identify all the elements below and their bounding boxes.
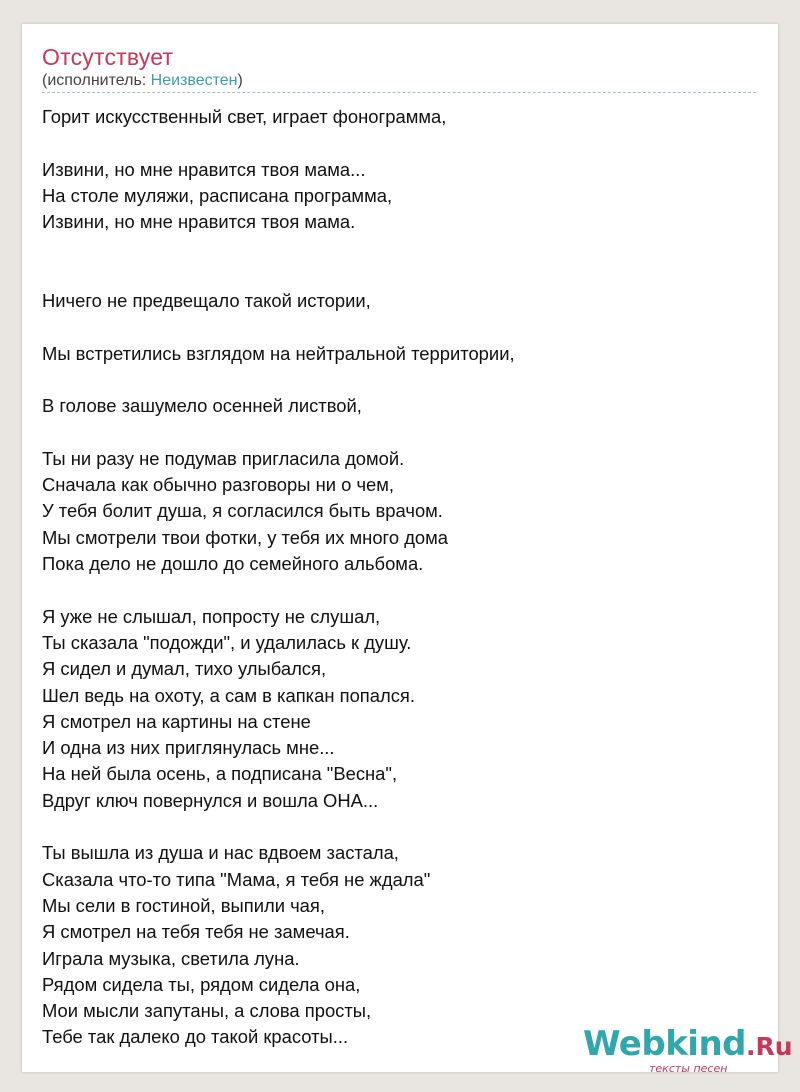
lyric-line: Ты ни разу не подумав пригласила домой.: [42, 447, 405, 469]
lyric-line: Ты вышла из душа и нас вдвоем застала,: [42, 842, 399, 864]
lyric-line: Мы смотрели твои фотки, у тебя их много дома: [42, 526, 449, 548]
song-title: Отсутствует: [42, 44, 174, 70]
byline-suffix: ): [237, 72, 243, 89]
lyric-line: На столе муляжи, расписана программа,: [42, 184, 393, 206]
lyric-line: Горит искусственный свет, играет фонограмма,: [42, 106, 447, 127]
logo-tagline: тексты песен: [649, 1062, 728, 1075]
lyric-line: Вдруг ключ повернулся и вошла ОНА...: [42, 789, 379, 811]
stanza-gap: [42, 577, 742, 603]
lyric-line: Я смотрел на тебя тебя не замечая.: [42, 921, 350, 943]
lyric-line: Ничего не предвещало такой истории,: [42, 290, 371, 312]
lyric-line: Мы сели в гостиной, выпили чая,: [42, 894, 325, 916]
lyric-line: Шел ведь на охоту, а сам в капкан попался.: [42, 684, 415, 706]
dashed-divider: [42, 92, 756, 93]
lyric-line: Я уже не слышал, попросту не слушал,: [42, 605, 381, 627]
byline-prefix: (исполнитель:: [42, 72, 151, 89]
stanza-gap: [42, 235, 742, 261]
lyric-line: Пока дело не дошло до семейного альбома.: [42, 553, 424, 575]
stanza-gap: [42, 420, 742, 446]
lyric-line: Сначала как обычно разговоры ни о чем,: [42, 474, 395, 496]
lyric-line: Тебе так далеко до такой красоты...: [42, 1026, 349, 1048]
lyric-line: Извини, но мне нравится твоя мама...: [42, 158, 366, 180]
lyric-line: Сказала что-то типа "Мама, я тебя не ждала": [42, 868, 431, 890]
lyric-line: На ней была осень, а подписана "Весна",: [42, 763, 398, 785]
artist-link[interactable]: Неизвестен: [150, 72, 238, 89]
lyric-line: Я смотрел на картины на стене: [42, 710, 311, 732]
stanza-gap: [42, 367, 742, 393]
lyric-line: Играла музыка, светила луна.: [42, 947, 300, 969]
lyric-line: Мы встретились взглядом на нейтральной территории,: [42, 342, 515, 364]
lyric-line: Рядом сидела ты, рядом сидела она,: [42, 973, 361, 995]
lyric-line: В голове зашумело осенней листвой,: [42, 395, 362, 417]
lyric-line: И одна из них приглянулась мне...: [42, 737, 335, 759]
logo-brand: Webkind: [583, 1024, 746, 1064]
logo-tld: .Ru: [746, 1032, 793, 1061]
lyric-line: Мои мысли запутаны, а слова просты,: [42, 1000, 372, 1022]
lyric-line: У тебя болит душа, я согласился быть врачом.: [42, 500, 443, 522]
stanza-gap: [42, 262, 742, 288]
lyric-line: Я сидел и думал, тихо улыбался,: [42, 658, 327, 680]
stanza-gap: [42, 130, 742, 156]
stanza-gap: [42, 314, 742, 340]
lyrics-body: [42, 104, 742, 1051]
stanza-gap: [42, 814, 742, 840]
lyric-line: Извини, но мне нравится твоя мама.: [42, 211, 356, 233]
site-logo[interactable]: [583, 1024, 793, 1075]
lyric-line: Ты сказала "подожди", и удалилась к душу.: [42, 631, 412, 653]
artist-byline: [42, 72, 243, 90]
